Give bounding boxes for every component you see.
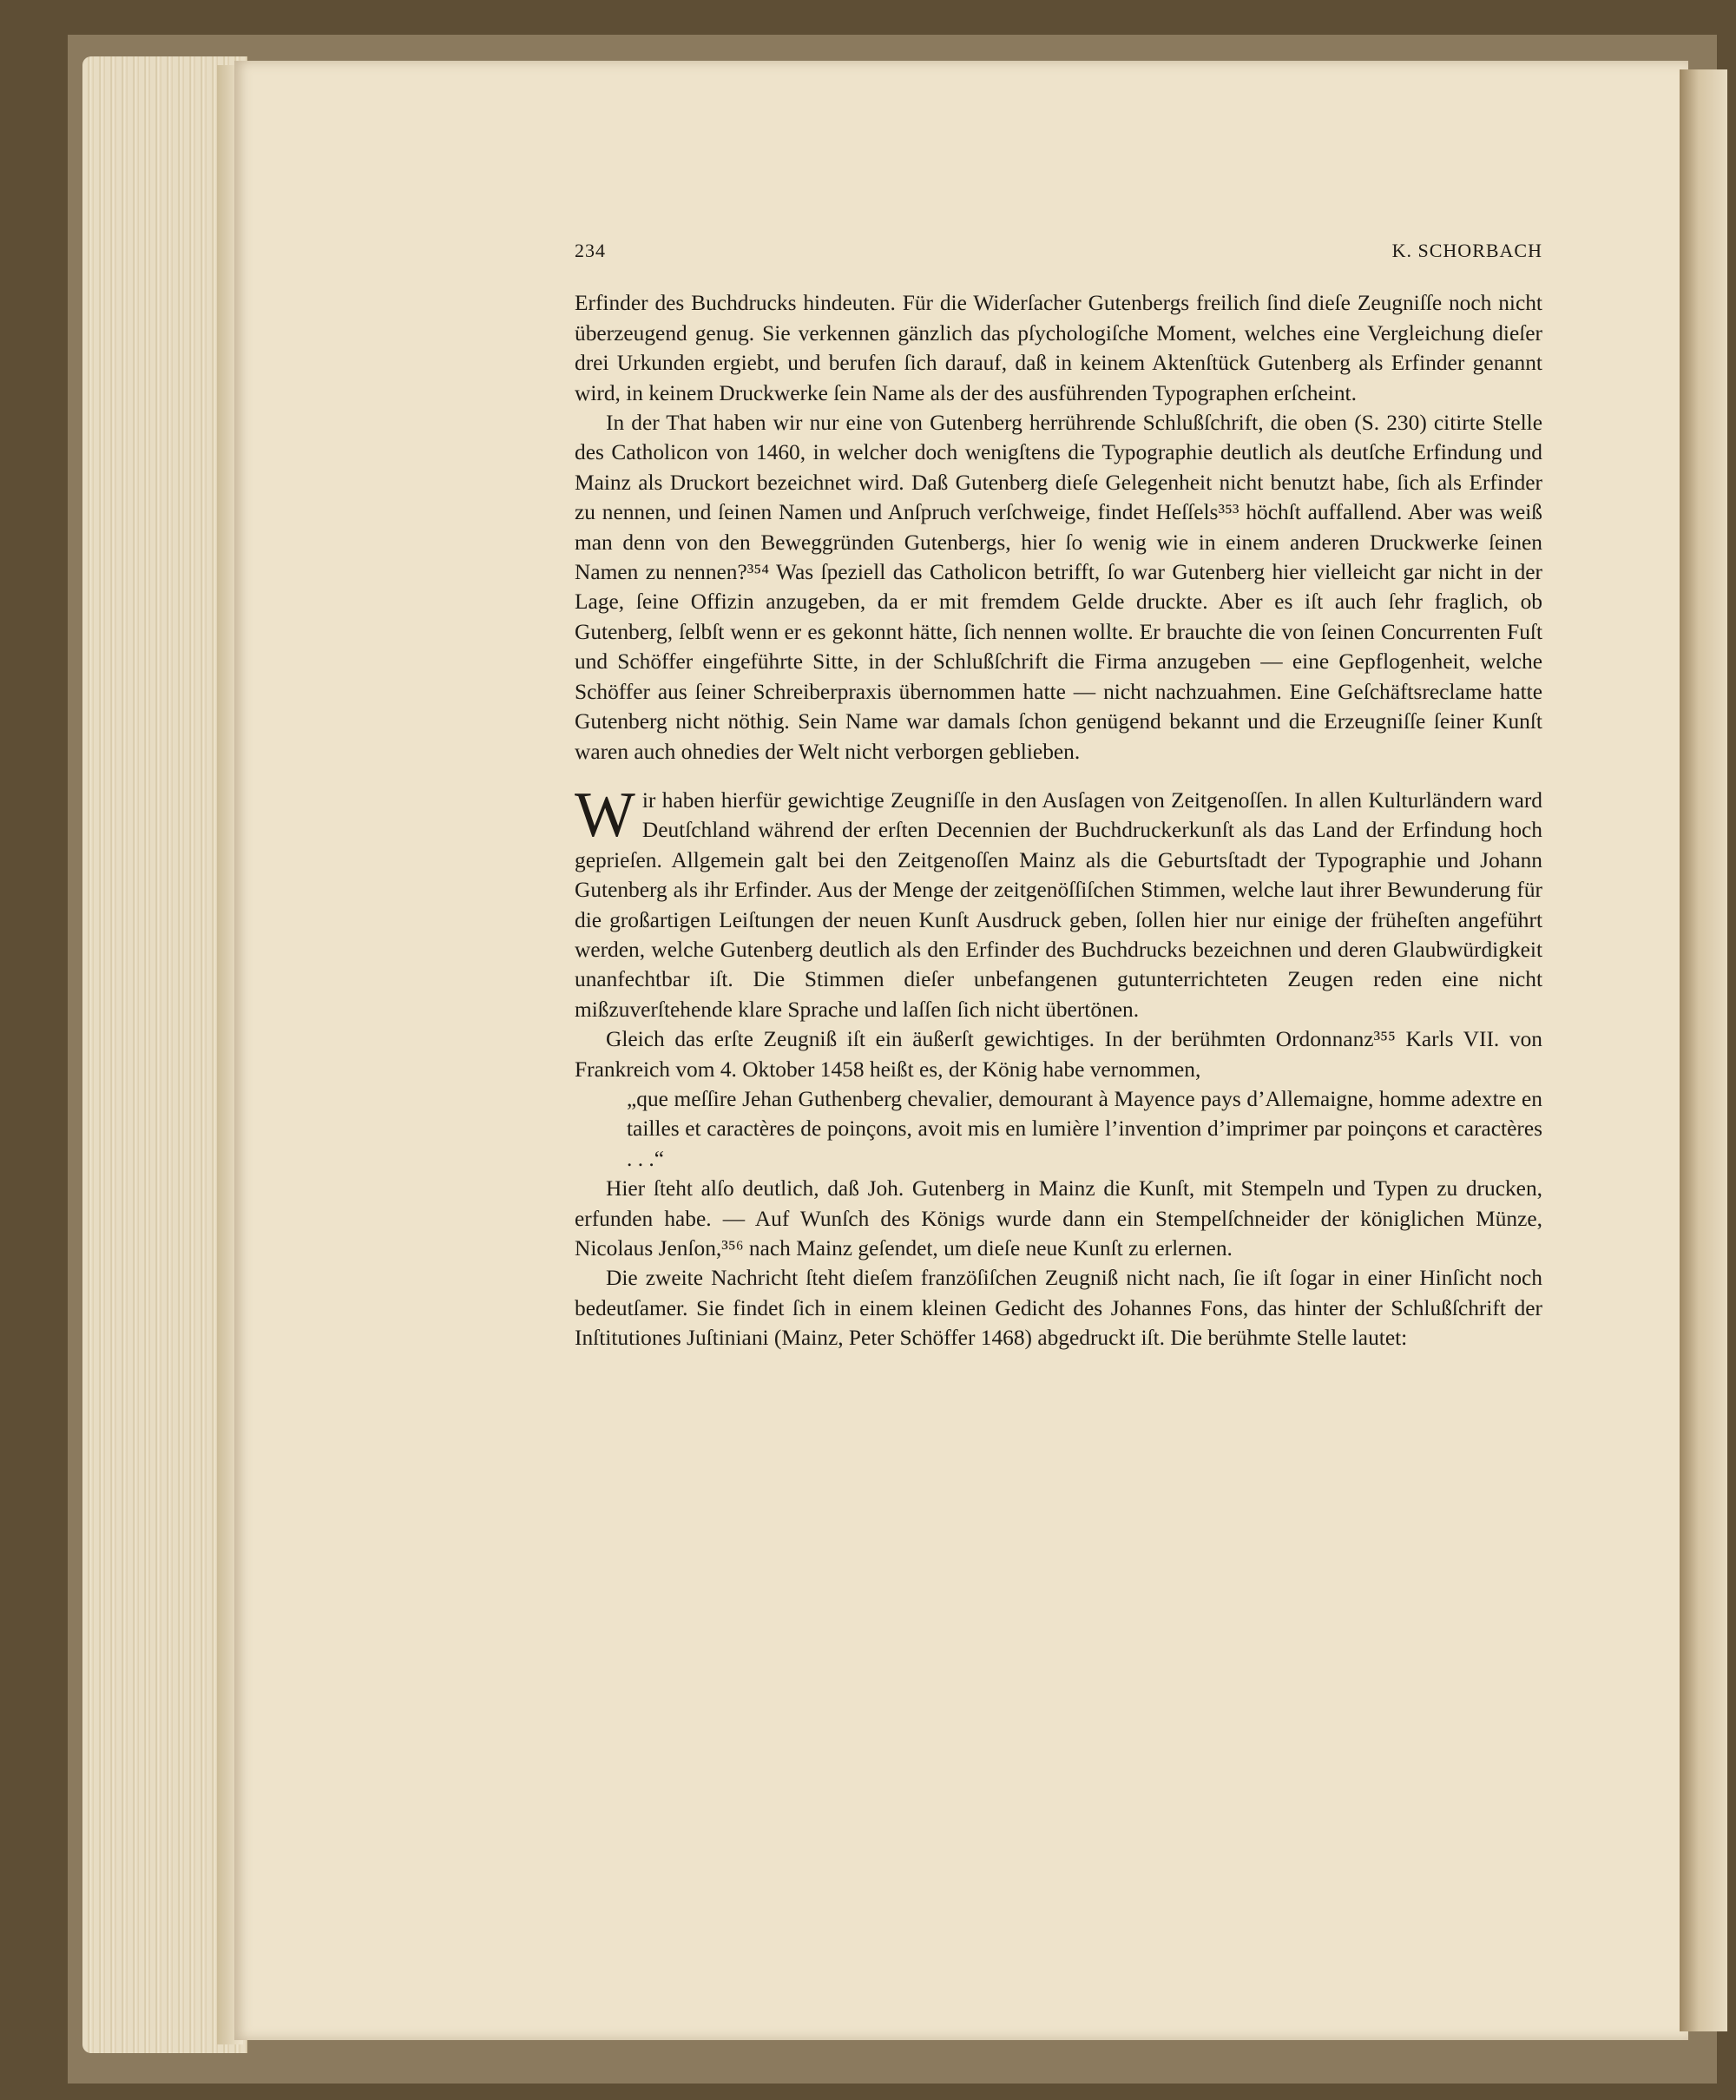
paragraph-ordonnanz: Gleich das erſte Zeugniß iſt ein äußerſt gewichtiges. In der berühmten Ordonnanz³⁵⁵ Karls VII. von Frankreich vom 4. Oktober 1458 heißt es, der König habe vernommen, <box>575 1027 1542 1082</box>
paragraph-2: In der That haben wir nur eine von Gutenberg herrührende Schlußſchrift, die oben (S. 230) citirte Stelle des Catholicon von 1460, in welcher doch wenigſtens die Typographie deutlich als deutſche Erfindung und Mainz als Druckort bezeichnet wird. Daß Gutenberg dieſe Gelegenheit nicht benutzt habe, ſich als Erfinder zu nennen, und ſeinen Namen und Anſpruch verſchweige, findet Heſſels³⁵³ höchſt auffallend. Aber was weiß man denn von den Beweggründen Gutenbergs, hier ſo wenig wie in einem anderen Druckwerke ſeinen Namen zu nennen?³⁵⁴ Was ſpeziell das Catholicon betrifft, ſo war Gutenberg hier vielleicht gar nicht in der Lage, ſeine Offizin anzugeben, da er mit fremdem Gelde druckte. Aber es iſt auch ſehr fraglich, ob Gutenberg, ſelbſt wenn er es gekonnt hätte, ſich nennen wollte. Er brauchte die von ſeinen Concurrenten Fuſt und Schöffer eingeführte Sitte, in der Schlußſchrift die Firma anzugeben — eine Gepflogenheit, welche Schöffer aus ſeiner Schreiberpraxis übernommen hatte — nicht nachzuahmen. Eine Geſchäftsreclame hatte Gutenberg nicht nöthig. Sein Name war damals ſchon genügend bekannt und die Erzeugniſſe ſeiner Kunſt waren auch ohnedies der Welt nicht verborgen geblieben. <box>575 411 1542 764</box>
paragraph-jenson: Hier ſteht alſo deutlich, daß Joh. Gutenberg in Mainz die Kunſt, mit Stempeln und Typen zu drucken, erfunden habe. — Auf Wunſch des Königs wurde dann ein Stempelſchneider der königlichen Münze, Nicolaus Jenſon,³⁵⁶ nach Mainz geſendet, um dieſe neue Kunſt zu erlernen. <box>575 1176 1542 1261</box>
page-gutter <box>1680 69 1727 2031</box>
running-header <box>575 236 1542 266</box>
drop-cap: W <box>575 779 635 851</box>
paragraph-fons: Die zweite Nachricht ſteht dieſem franzöſiſchen Zeugniß nicht nach, ſie iſt ſogar in einer Hinſicht noch bedeutſamer. Sie findet ſich in einem kleinen Gedicht des Johannes Fons, das hinter der Schlußſchrift der Inſtitutiones Juſtiniani (Mainz, Peter Schöffer 1468) abgedruckt iſt. Die berühmte Stelle lautet: <box>575 1266 1542 1351</box>
running-title: K. SCHORBACH <box>1391 240 1542 261</box>
text-block <box>575 236 1542 1353</box>
section-text: ir haben hierfür gewichtige Zeugniſſe in den Ausſagen von Zeitgenoſſen. In allen Kulturländern ward Deutſchland während der erſten Decennien der Buchdruckerkunſt als das Land der Erfindung hoch geprieſen. Allgemein galt bei den Zeitgenoſſen Mainz als die Geburtsſtadt der Typographie und Johann Gutenberg als ihr Erfinder. Aus der Menge der zeitgenöſſiſchen Stimmen, welche laut ihrer Bewunderung für die großartigen Leiſtungen der neuen Kunſt Ausdruck geben, ſollen hier nur einige der früheſten angeführt werden, welche Gutenberg deutlich als den Erfinder des Buchdrucks bezeichnen und deren Glaubwürdigkeit unanfechtbar iſt. Die Stimmen dieſer unbefangenen gutunterrichteten Zeugen reden eine nicht mißzuverſtehende klare Sprache und laſſen ſich nicht übertönen. <box>575 787 1542 1022</box>
french-quote: „que meſſire Jehan Guthenberg chevalier, demourant à Mayence pays d’Allemaigne, homme adextre en tailles et caractères de poinçons, avoit mis en lumière l’invention d’imprimer par poinçons et caractères . . .“ <box>627 1086 1542 1171</box>
page-number: 234 <box>575 240 606 261</box>
section-paragraph <box>575 779 1542 1024</box>
paragraph-1: Erfinder des Buchdrucks hindeuten. Für die Widerſacher Gutenbergs freilich ſind dieſe Zeugniſſe noch nicht überzeugend genug. Sie verkennen gänzlich das pſychologiſche Moment, welches eine Vergleichung dieſer drei Urkunden ergiebt, und berufen ſich darauf, daß in keinem Aktenſtück Gutenberg als Erfinder genannt wird, in keinem Druckwerke ſein Name als der des ausführenden Typographen erſcheint. <box>575 291 1542 405</box>
